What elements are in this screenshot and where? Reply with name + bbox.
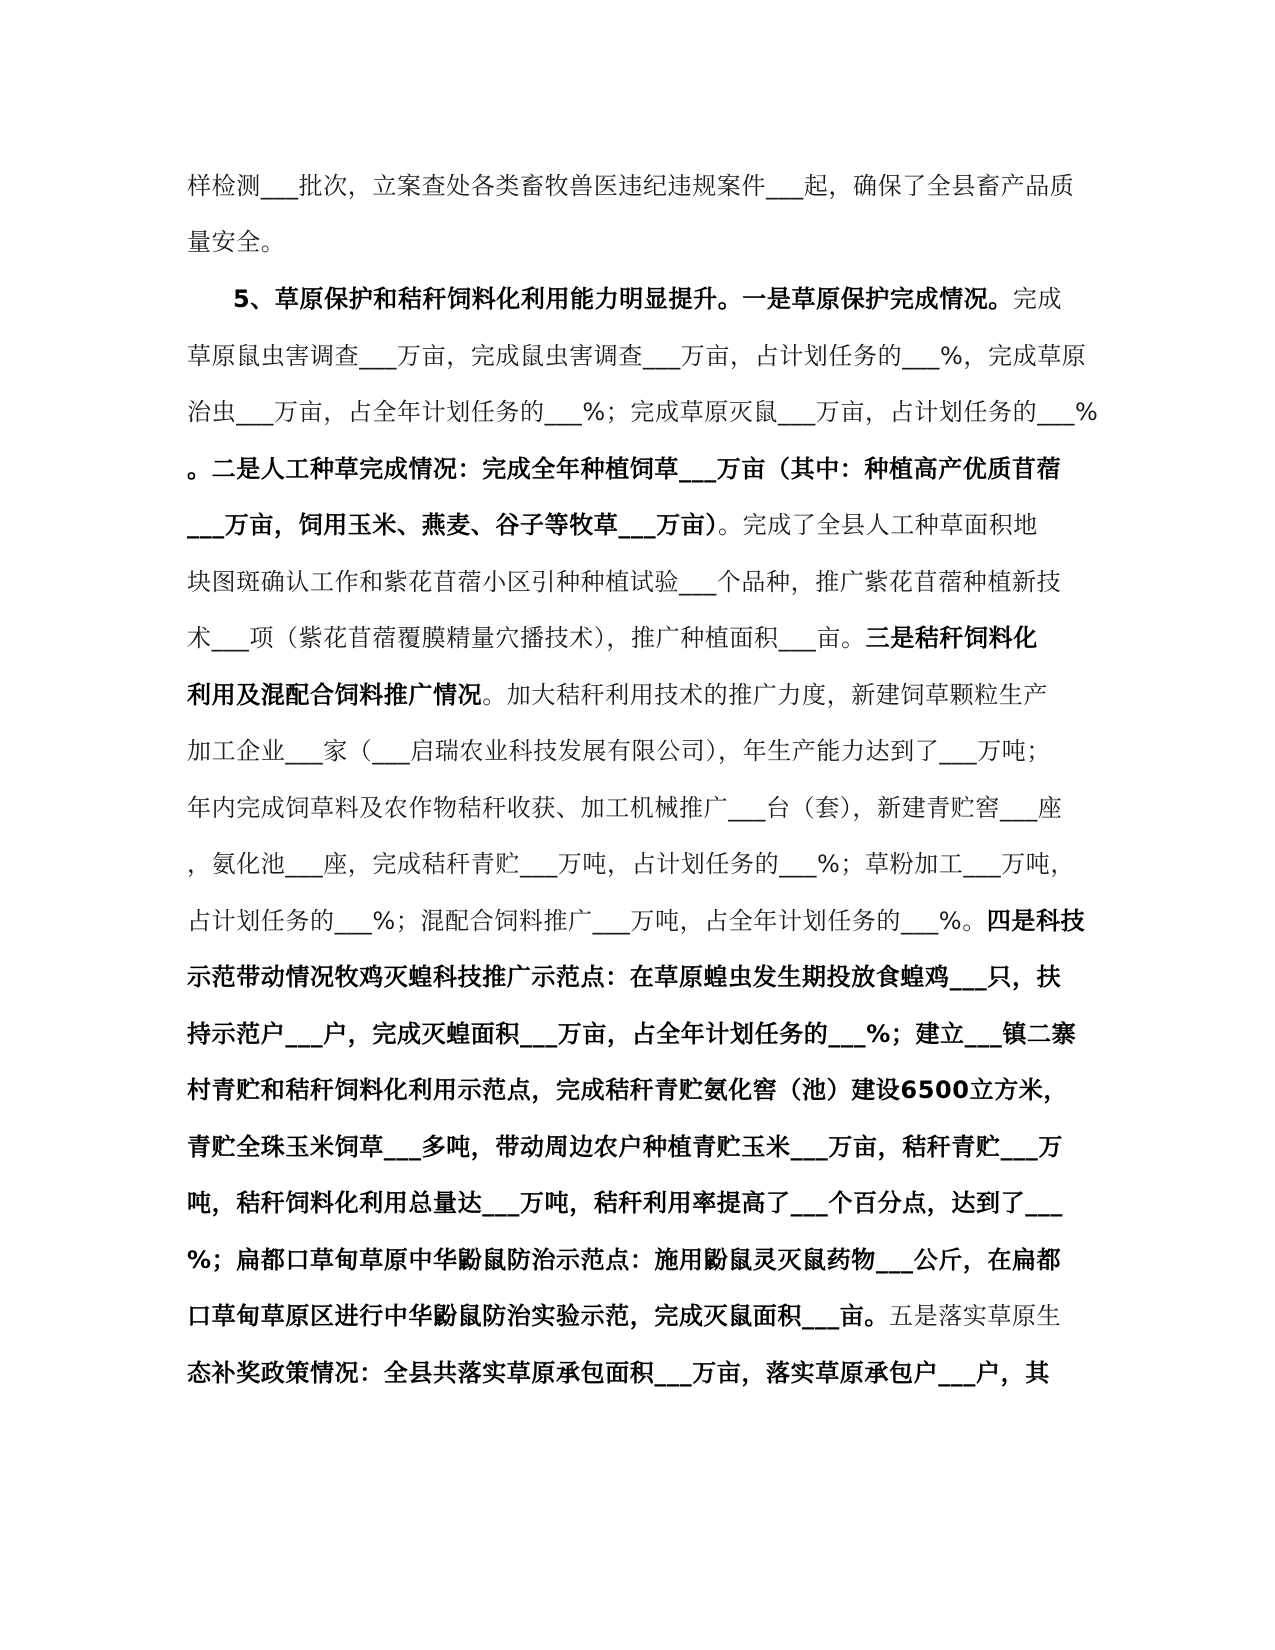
text-segment: 。加大秸秆利用技术的推广力度，新建饲草颗粒生产 xyxy=(482,681,1049,709)
text-segment-bold: ___万亩，饲用玉米、燕麦、谷子等牧草___万亩） xyxy=(187,511,718,539)
text-segment: 五是落实草原生 xyxy=(889,1302,1062,1330)
text-line xyxy=(187,788,1062,828)
text-segment-bold: 利用及混配合饲料推广情况 xyxy=(187,681,483,709)
text-line xyxy=(187,844,1075,884)
text-line xyxy=(187,1014,1076,1054)
text-segment: 样检测___批次，立案查处各类畜牧兽医违纪违规案件___起，确保了全县畜产品质 xyxy=(187,172,1075,200)
text-line xyxy=(187,1070,1068,1110)
text-segment: 治虫___万亩，占全年计划任务的___%；完成草原灭鼠___万亩，占计划任务的___% xyxy=(187,398,1099,426)
text-segment-bold: 。二是人工种草完成情况：完成全年种植饲草___万亩（其中：种植高产优质苜蓿 xyxy=(187,455,1062,483)
text-line xyxy=(187,957,1061,997)
text-segment: ，氨化池___座，完成秸秆青贮___万吨，占计划任务的___%；草粉加工___万吨， xyxy=(187,850,1076,878)
text-segment: 。完成了全县人工种草面积地 xyxy=(718,511,1038,539)
text-segment-bold: 村青贮和秸秆饲料化利用示范点，完成秸秆青贮氨化窖（池）建设6500立方米， xyxy=(187,1076,1068,1104)
text-line xyxy=(187,618,1038,658)
text-segment-bold: %；扁都口草甸草原中华鼢鼠防治示范点：施用鼢鼠灵灭鼠药物___公斤，在扁都 xyxy=(187,1246,1062,1274)
text-line xyxy=(187,901,1085,941)
text-line xyxy=(187,731,1051,771)
text-segment-bold: 吨，秸秆饲料化利用总量达___万吨，秸秆利用率提高了___个百分点，达到了___ xyxy=(187,1189,1063,1217)
text-line xyxy=(187,1353,1050,1393)
text-segment-bold: 口草甸草原区进行中华鼢鼠防治实验示范，完成灭鼠面积___亩。 xyxy=(187,1302,889,1330)
text-line xyxy=(187,392,1098,432)
text-line xyxy=(187,336,1086,376)
text-segment-bold: 持示范户___户，完成灭蝗面积___万亩，占全年计划任务的___%；建立___镇二寨 xyxy=(187,1020,1077,1048)
text-segment: 年内完成饲草料及农作物秸秆收获、加工机械推广___台（套），新建青贮窖___座 xyxy=(187,794,1063,822)
text-segment-bold: 青贮全珠玉米饲草___多吨，带动周边农户种植青贮玉米___万亩，秸秆青贮___万 xyxy=(187,1133,1063,1161)
text-segment: 完成 xyxy=(1012,285,1063,313)
text-segment: 加工企业___家（___启瑞农业科技发展有限公司），年生产能力达到了___万吨； xyxy=(187,737,1051,765)
text-line xyxy=(187,449,1061,489)
text-segment-bold: 示范带动情况牧鸡灭蝗科技推广示范点：在草原蝗虫发生期投放食蝗鸡___只，扶 xyxy=(187,963,1062,991)
text-line xyxy=(187,1240,1061,1280)
text-segment: 量安全。 xyxy=(187,228,286,256)
text-line xyxy=(187,222,285,262)
text-line xyxy=(187,1296,1061,1336)
section-heading-line xyxy=(233,279,1062,319)
text-segment-bold: 三是秸秆饲料化 xyxy=(865,624,1038,652)
text-segment-bold: 四是科技 xyxy=(986,907,1086,935)
text-line xyxy=(187,562,1061,602)
section-heading: 5、草原保护和秸秆饲料化利用能力明显提升。一是草原保护完成情况。 xyxy=(233,285,1013,313)
text-segment-bold: 态补奖政策情况：全县共落实草原承包面积___万亩，落实草原承包户___户，其 xyxy=(187,1359,1050,1387)
text-segment: 占计划任务的___%；混配合饲料推广___万吨，占全年计划任务的___%。 xyxy=(187,907,987,935)
text-segment: 术___项（紫花苜蓿覆膜精量穴播技术），推广种植面积___亩。 xyxy=(187,624,866,652)
text-line xyxy=(187,1183,1063,1223)
text-segment: 块图斑确认工作和紫花苜蓿小区引种种植试验___个品种，推广紫花苜蓿种植新技 xyxy=(187,568,1062,596)
text-line xyxy=(187,675,1048,715)
text-line xyxy=(187,166,1074,206)
text-line xyxy=(187,505,1038,545)
text-segment: 草原鼠虫害调查___万亩，完成鼠虫害调查___万亩，占计划任务的___%，完成草原 xyxy=(187,342,1087,370)
text-line xyxy=(187,1127,1063,1167)
